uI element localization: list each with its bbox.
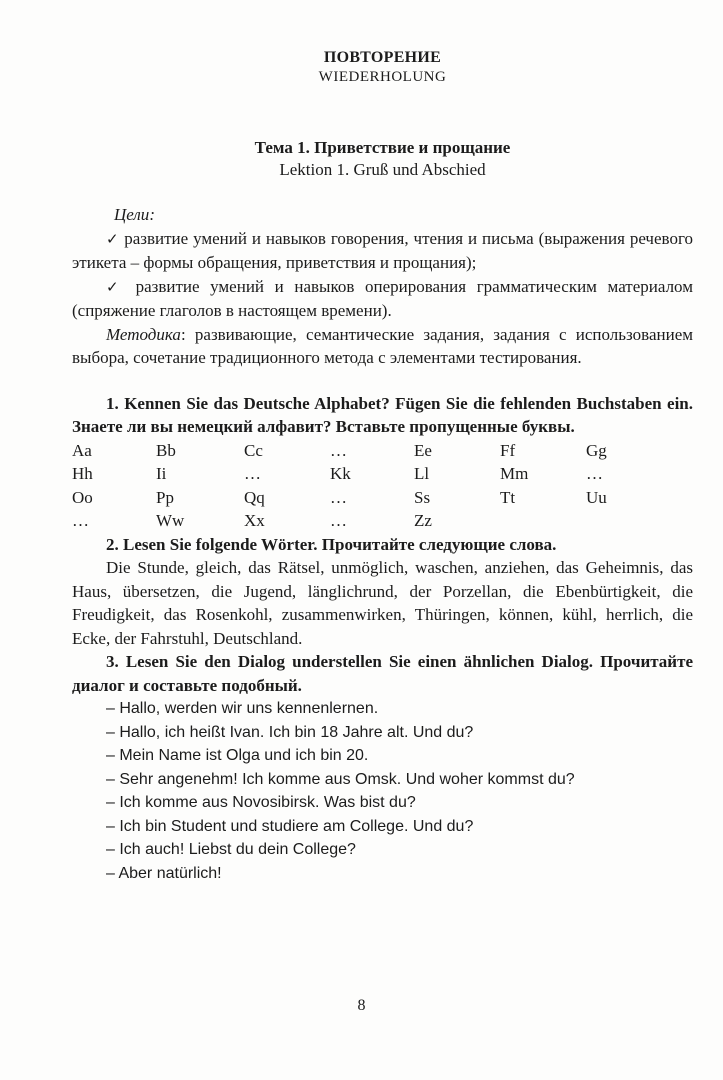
checkmark-icon: ✓ (106, 229, 120, 248)
alphabet-cell: … (72, 511, 89, 530)
alphabet-cell: Ee (414, 440, 432, 460)
goals-label-line (72, 203, 693, 227)
method-paragraph (72, 323, 693, 370)
topic-subtitle: Lektion 1. Gruß und Abschied (279, 160, 486, 179)
dialog-line: – Sehr angenehm! Ich komme aus Omsk. Und woher kommst du? (106, 770, 575, 788)
goals-label: Цели (114, 205, 150, 224)
dialog-line: – Aber natürlich! (106, 864, 222, 882)
goal-item-1 (72, 227, 693, 275)
dialog-line: – Hallo, werden wir uns kennenlernen. (106, 700, 379, 717)
alphabet-cell: Ww (156, 511, 185, 530)
alphabet-cell: … (330, 440, 347, 460)
alphabet-cell: Ff (500, 440, 516, 460)
alphabet-cell: Pp (156, 487, 174, 507)
alphabet-cell: Cc (244, 440, 263, 460)
method-text: : развивающие, семантические задания, задания с использованием выбора, сочетание традиционного метода с элементами тестирования. (72, 324, 693, 367)
alphabet-cell: Qq (244, 487, 265, 507)
page-number: 8 (357, 997, 366, 1014)
alphabet-cell (500, 509, 586, 533)
goals-block (72, 203, 693, 370)
alphabet-cell: Zz (414, 511, 432, 530)
section-subtitle: WIEDERHOLUNG (318, 69, 447, 85)
alphabet-cell: Tt (500, 487, 516, 507)
task-2-heading: 2. Lesen Sie folgende Wörter. Прочитайте следующие слова. (106, 534, 557, 554)
alphabet-cell: Uu (586, 487, 607, 507)
alphabet-cell: Ss (414, 487, 431, 507)
goals-colon: : (149, 205, 155, 224)
section-title: ПОВТОРЕНИЕ (323, 49, 442, 66)
alphabet-table (72, 439, 657, 533)
goal-item-1-text: развитие умений и навыков говорения, чтения и письма (выражения речевого этикета – формы обращения, приветствия и прощания); (72, 228, 693, 272)
alphabet-row (72, 509, 657, 533)
alphabet-row (72, 439, 657, 463)
alphabet-cell: Hh (72, 464, 93, 483)
method-label: Методика (106, 324, 181, 344)
task-3-heading: 3. Lesen Sie den Dialog understellen Sie einen ähnlichen Dialog. Прочитайте диалог и составьте подобный. (72, 652, 693, 695)
alphabet-cell: Bb (156, 440, 176, 460)
dialog-line: – Ich bin Student und studiere am College. Und du? (106, 817, 474, 835)
alphabet-cell: Gg (586, 440, 607, 460)
dialog-line: – Ich komme aus Novosibirsk. Was bist du? (106, 794, 416, 811)
alphabet-cell: Aa (72, 440, 92, 460)
alphabet-cell: Ll (414, 464, 430, 483)
dialog-line: – Mein Name ist Olga und ich bin 20. (106, 747, 369, 764)
dialog-line: – Hallo, ich heißt Ivan. Ich bin 18 Jahre alt. Und du? (106, 723, 474, 741)
alphabet-cell: Kk (330, 464, 351, 483)
alphabet-cell: … (586, 464, 603, 483)
topic-title: Тема 1. Приветствие и прощание (254, 138, 511, 157)
alphabet-row (72, 486, 657, 510)
alphabet-cell: Oo (72, 487, 93, 507)
alphabet-cell: Ii (156, 464, 167, 483)
alphabet-row (72, 462, 657, 486)
dialog-line: – Ich auch! Liebst du dein College? (106, 841, 356, 858)
checkmark-icon: ✓ (106, 277, 125, 296)
alphabet-cell: Mm (500, 464, 529, 483)
task-1-heading: 1. Kennen Sie das Deutsche Alphabet? Fügen Sie die fehlenden Buchstaben ein. Знаете ли вы немецкий алфавит? Вставьте пропущенные буквы. (72, 393, 693, 436)
goal-item-2-text: развитие умений и навыков оперирования грамматическим материалом (спряжение глаголов в настоящем времени). (72, 276, 693, 320)
alphabet-cell: … (244, 464, 261, 483)
goal-item-2 (72, 275, 693, 323)
alphabet-cell: … (330, 511, 347, 530)
alphabet-cell: Xx (244, 511, 265, 530)
task-2-words: Die Stunde, gleich, das Rätsel, unmöglich, waschen, anziehen, das Geheimnis, das Haus, übersetzen, die Jugend, länglichrund, der Porzellan, die Ebenbürtigkeit, die Freudigkeit, das Rosenkohl, zusammenwirken, Thüringen, können, kühl, herrlich, die Ecke, der Fahrstuhl, Deutschland. (72, 558, 693, 648)
dialog-block (72, 697, 693, 885)
alphabet-cell (586, 509, 657, 533)
alphabet-cell: … (330, 487, 347, 507)
